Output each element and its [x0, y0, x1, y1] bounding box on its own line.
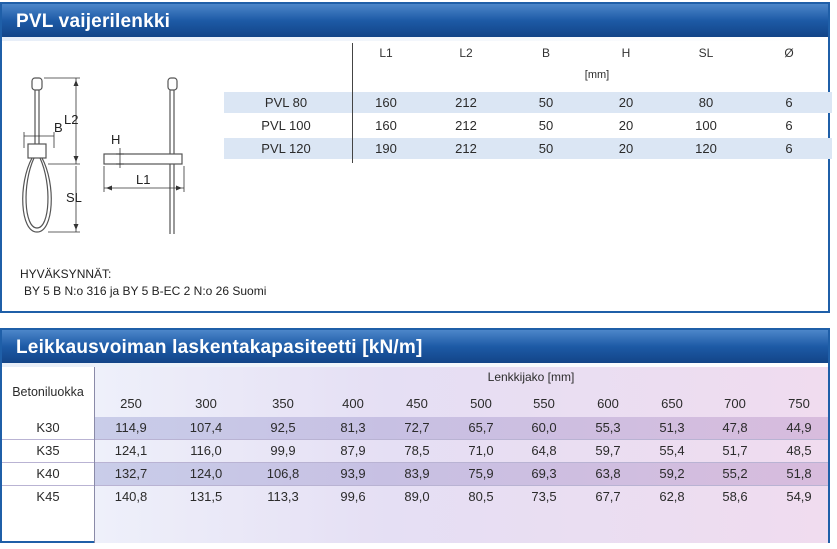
spec-value: 190	[375, 141, 397, 156]
capacity-value: 64,8	[531, 443, 557, 458]
panel-title: PVL vaijerilenkki	[2, 4, 828, 41]
approvals-title: HYVÄKSYNNÄT:	[20, 267, 112, 281]
capacity-value: 99,6	[340, 489, 366, 504]
capacity-value: 51,8	[786, 466, 812, 481]
spacing-col: 400	[342, 396, 364, 411]
spec-value: 80	[698, 95, 714, 110]
diagram-label-b: B	[54, 120, 63, 135]
capacity-value: 92,5	[270, 420, 296, 435]
spec-col-b: B	[541, 46, 550, 60]
capacity-row	[2, 440, 828, 462]
spec-col-l1: L1	[379, 46, 393, 60]
spacing-col: 700	[724, 396, 746, 411]
capacity-value: 99,9	[270, 443, 296, 458]
capacity-value: 59,2	[659, 466, 685, 481]
capacity-value: 116,0	[190, 443, 222, 458]
diagram-label-h: H	[111, 132, 121, 147]
spacing-col: 300	[195, 396, 217, 411]
capacity-value: 124,1	[114, 443, 148, 458]
spec-value: 212	[455, 95, 477, 110]
capacity-value: 114,9	[115, 420, 147, 435]
capacity-value: 55,4	[659, 443, 685, 458]
capacity-value: 83,9	[404, 466, 430, 481]
capacity-value: 131,5	[189, 489, 223, 504]
capacity-value: 75,9	[468, 466, 494, 481]
spec-row-name: PVL 80	[264, 95, 308, 110]
spec-value: 50	[538, 118, 554, 133]
spec-value: 6	[785, 95, 793, 110]
capacity-value: 106,8	[266, 466, 300, 481]
capacity-value: 69,3	[531, 466, 557, 481]
wire-loop-drawing	[8, 44, 218, 244]
spec-value: 20	[618, 141, 634, 156]
capacity-value: 47,8	[722, 420, 748, 435]
spec-value: 50	[538, 141, 554, 156]
spec-value: 212	[455, 141, 477, 156]
capacity-value: 48,5	[786, 443, 812, 458]
capacity-table	[2, 367, 828, 543]
capacity-value: 58,6	[722, 489, 748, 504]
spec-row	[224, 92, 832, 113]
spacing-col: 350	[272, 396, 294, 411]
spec-col-diameter: Ø	[784, 46, 794, 60]
spec-col-l2: L2	[459, 46, 473, 60]
capacity-value: 63,8	[595, 466, 621, 481]
capacity-value: 73,5	[531, 489, 557, 504]
spacing-col: 600	[597, 396, 619, 411]
product-panel	[0, 2, 830, 313]
capacity-value: 62,8	[659, 489, 685, 504]
capacity-row	[2, 463, 828, 485]
spacing-col: 500	[470, 396, 492, 411]
capacity-value: 93,9	[340, 466, 366, 481]
capacity-value: 113,3	[267, 489, 299, 504]
capacity-value: 87,9	[340, 443, 366, 458]
capacity-header-row	[2, 393, 828, 415]
spec-header-row	[224, 43, 832, 64]
spec-value: 212	[455, 118, 477, 133]
capacity-value: 67,7	[595, 489, 621, 504]
concrete-class: K30	[36, 420, 60, 435]
spec-col-sl: SL	[698, 46, 714, 60]
concrete-class: K35	[36, 443, 60, 458]
capacity-value: 54,9	[786, 489, 812, 504]
spec-table	[224, 41, 832, 165]
spacing-col: 450	[406, 396, 428, 411]
capacity-value: 71,0	[468, 443, 494, 458]
spec-value: 6	[785, 141, 793, 156]
panel-title: Leikkausvoiman laskentakapasiteetti [kN/m]	[2, 330, 828, 367]
spec-row-name: PVL 100	[261, 118, 311, 133]
diagram-label-l1: L1	[136, 172, 151, 187]
spec-value: 20	[618, 95, 634, 110]
capacity-value: 59,7	[595, 443, 621, 458]
approvals-text: BY 5 B N:o 316 ja BY 5 B-EC 2 N:o 26 Suomi	[24, 284, 267, 298]
capacity-value: 107,4	[189, 420, 223, 435]
spec-value: 50	[538, 95, 554, 110]
capacity-value: 80,5	[468, 489, 494, 504]
capacity-value: 124,0	[189, 466, 223, 481]
spec-value: 100	[695, 118, 717, 133]
approvals	[20, 266, 266, 300]
capacity-panel	[0, 328, 830, 543]
spec-row-name: PVL 120	[261, 141, 311, 156]
capacity-value: 89,0	[404, 489, 430, 504]
diagram-label-sl: SL	[66, 190, 82, 205]
spec-value: 20	[618, 118, 634, 133]
concrete-class-header: Betoniluokka	[2, 372, 94, 412]
capacity-row	[2, 486, 828, 508]
capacity-value: 60,0	[531, 420, 557, 435]
capacity-value: 51,7	[722, 443, 748, 458]
spec-value: 160	[375, 95, 397, 110]
capacity-value: 132,7	[114, 466, 148, 481]
table-divider	[94, 367, 95, 543]
diagram-label-l2: L2	[64, 112, 79, 127]
capacity-value: 51,3	[659, 420, 685, 435]
capacity-value: 140,8	[114, 489, 148, 504]
capacity-value: 81,3	[340, 420, 366, 435]
spec-col-h: H	[621, 46, 631, 60]
table-divider	[352, 43, 353, 163]
spacing-col: 650	[661, 396, 683, 411]
spec-value: 120	[695, 141, 717, 156]
capacity-value: 72,7	[404, 420, 430, 435]
spacing-col: 750	[788, 396, 810, 411]
capacity-value: 65,7	[468, 420, 494, 435]
spec-value: 160	[375, 118, 397, 133]
loop-spacing-header: Lenkkijako [mm]	[487, 370, 575, 384]
spec-row	[224, 138, 832, 159]
concrete-class: K40	[36, 466, 60, 481]
capacity-value: 55,3	[595, 420, 621, 435]
spacing-col: 550	[533, 396, 555, 411]
capacity-value: 55,2	[722, 466, 748, 481]
unit-label: [mm]	[584, 69, 610, 81]
spec-value: 6	[785, 118, 793, 133]
spacing-col: 250	[120, 396, 142, 411]
capacity-row	[2, 417, 828, 439]
spec-row	[224, 115, 832, 136]
capacity-value: 78,5	[404, 443, 430, 458]
capacity-value: 44,9	[786, 420, 812, 435]
concrete-class: K45	[36, 489, 60, 504]
